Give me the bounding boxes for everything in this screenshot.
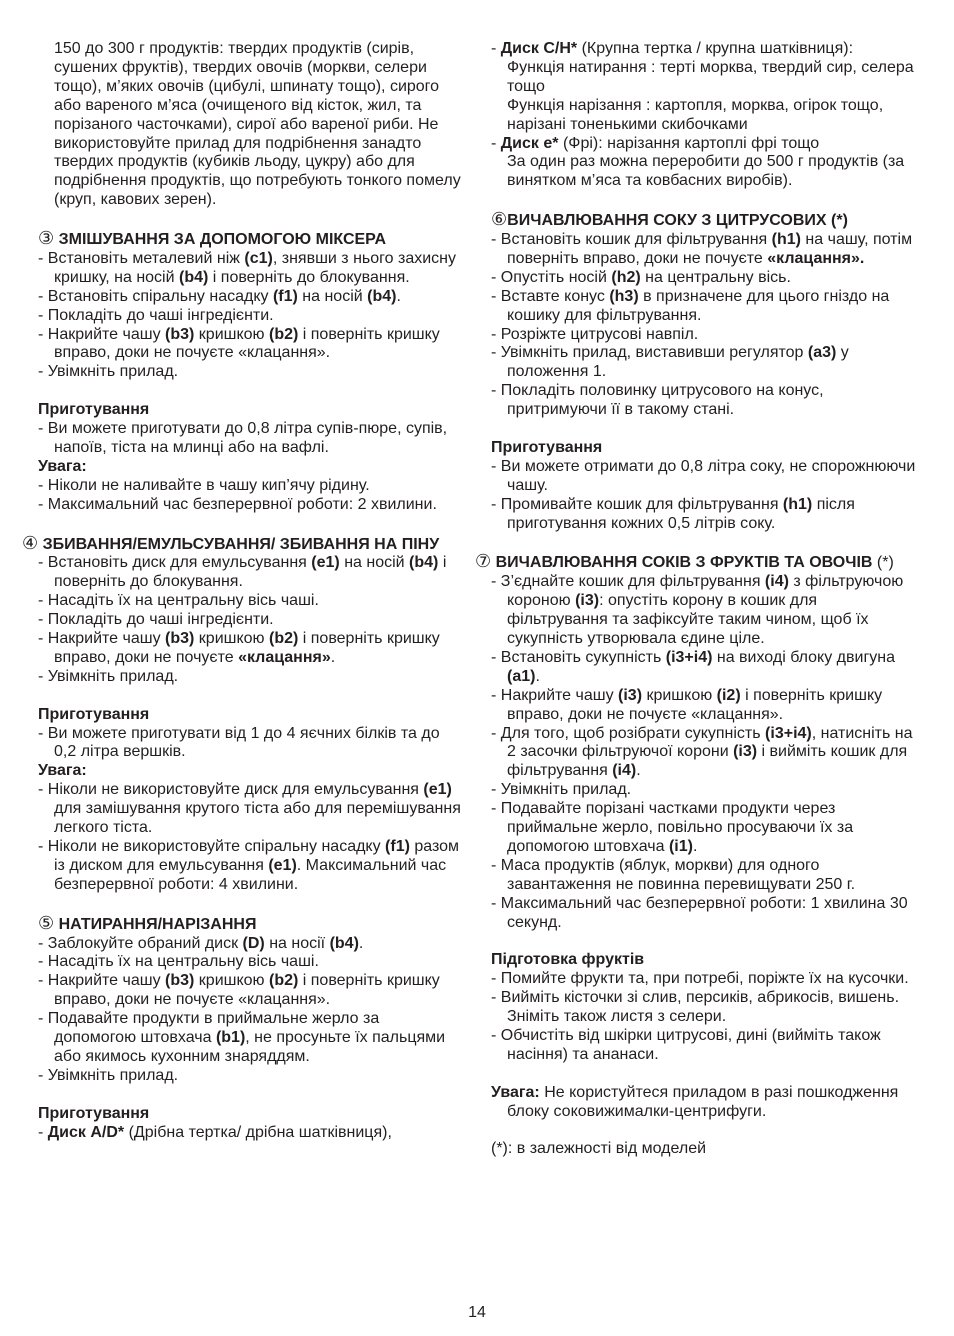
- text-segment: - Увімкніть прилад.: [491, 781, 632, 799]
- text-segment: разом із диском для емульсування: [54, 838, 460, 874]
- text-segment: -: [38, 1123, 48, 1141]
- list-item: [491, 231, 919, 269]
- part-reference: (b2): [268, 325, 299, 343]
- part-reference: Диск e*: [500, 134, 559, 152]
- section-6-items: [491, 231, 919, 420]
- part-reference: (b2): [268, 630, 299, 648]
- part-reference: (i3+i4): [765, 724, 812, 742]
- part-reference: (i4): [612, 762, 637, 780]
- text-segment: - Встановіть диск для емульсування: [38, 554, 312, 572]
- text-segment: (Фрі): нарізання картоплі фрі тощо: [558, 134, 820, 152]
- part-reference: (h1): [771, 231, 801, 249]
- section-4-note-title: Увага:: [38, 762, 87, 780]
- section-5-prep-first: [38, 1124, 463, 1143]
- list-item: [491, 781, 919, 800]
- text-segment: на центральну вісь.: [640, 268, 791, 286]
- text-segment: і поверніть до блокування.: [208, 268, 410, 286]
- section-4-items: [38, 554, 463, 686]
- warning-text: Не користуйтеся приладом в разі пошкодження блоку соковижималки-центрифуги.: [507, 1083, 899, 1120]
- part-reference: «клацання».: [767, 249, 865, 267]
- list-item: [38, 1067, 463, 1086]
- part-reference: (i3): [575, 592, 600, 610]
- text-segment: - Покладіть до чаші інгредієнти.: [38, 611, 274, 629]
- text-segment: : опустіть корону в кошик для фільтрування та зафіксуйте таким чином, щоб їх сукупність утворювала єдине ціле.: [507, 592, 869, 648]
- section-6-prep: [491, 458, 919, 534]
- list-item: [38, 1124, 463, 1143]
- part-reference: (e1): [311, 554, 340, 572]
- section-3-note-title: Увага:: [38, 457, 87, 475]
- disc-ch-line: [491, 40, 919, 59]
- list-item: [38, 935, 463, 954]
- part-reference: (b4): [409, 554, 439, 572]
- section-3-items: [38, 250, 463, 382]
- list-item: [491, 288, 919, 326]
- text-segment: кришкою: [194, 972, 269, 990]
- section-3-prep-text: - Ви можете приготувати до 0,8 літра супів-пюре, супів, напоїв, тіста на млинці або на вафлі.: [38, 420, 448, 456]
- part-reference: (f1): [385, 838, 410, 855]
- text-segment: . Максимальний час безперервної роботи: 4 хвилини.: [54, 856, 447, 893]
- text-segment: - Покладіть половинку цитрусового на конус, притримуючи її в такому стані.: [491, 382, 824, 419]
- section-3-title: ЗМІШУВАННЯ ЗА ДОПОМОГОЮ МІКСЕРА: [58, 231, 386, 249]
- text-segment: , не просуньте їх пальцями або якимось кухонним знаряддям.: [54, 1029, 446, 1065]
- list-item: [38, 554, 463, 592]
- part-reference: Диск A/D*: [47, 1123, 125, 1141]
- section-4-heading: [22, 532, 463, 555]
- text-segment: для замішування крутого тіста або для перемішування легкого тіста.: [54, 800, 461, 837]
- section-4-title: ЗБИВАННЯ/ЕМУЛЬСУВАННЯ/ ЗБИВАННЯ НА ПІНУ: [42, 535, 440, 553]
- text-segment: - Опустіть носій: [491, 268, 612, 286]
- text-segment: з фільтруючою короною: [507, 573, 904, 610]
- list-item: [491, 382, 919, 420]
- section-5-heading: [38, 914, 463, 935]
- part-reference: (i4): [764, 573, 789, 591]
- intro-paragraph: 150 до 300 г продуктів: твердих продуктів (сирів, сушених фруктів), твердих овочів (моркви, селери тощо), м’яких овочів (цибулі, шпинату тощо), сирого або вареного м’яса (очищеного від кісток, жил, та порізаного часточками), сирої або вареної риби. Не використовуйте прилад для подрібнення занадто твердих продуктів (кубиків льоду, цукру) або для подрібнення продуктів, що потребують тонкого помелу (круп, кавових зерен).: [54, 40, 461, 209]
- section-5-prep-title: Приготування: [38, 1104, 150, 1122]
- section-6-title: ВИЧАВЛЮВАННЯ СОКУ З ЦИТРУСОВИХ (*): [507, 212, 848, 230]
- fruit-prep-title: Підготовка фруктів: [491, 951, 645, 969]
- list-item: [38, 630, 463, 668]
- text-segment: - Ви можете отримати до 0,8 літра соку, не спорожнюючи чашу.: [491, 457, 916, 494]
- list-item: [491, 40, 919, 59]
- part-reference: (D): [242, 934, 265, 952]
- part-reference: (a3): [807, 344, 837, 362]
- text-segment: - Подавайте порізані частками продукти через приймальне жерло, повільно просуваючи їх за допомогою штовхача: [491, 800, 854, 856]
- part-reference: (b3): [165, 325, 195, 343]
- list-item: [38, 363, 463, 382]
- section-3-heading: [38, 229, 463, 250]
- section-4-prep-text: - Ви можете приготувати від 1 до 4 яєчних білків та до 0,2 літра вершків.: [38, 724, 440, 761]
- text-segment: - Заблокуйте обраний диск: [38, 934, 243, 952]
- text-segment: у положення 1.: [507, 344, 849, 381]
- text-segment: - Ніколи не використовуйте спіральну насадку: [38, 838, 386, 855]
- part-reference: (h3): [609, 287, 639, 305]
- page-number: 14: [468, 1304, 486, 1321]
- disc-e-note: За один раз можна переробити до 500 г продуктів (за винятком м’яса та ковбасних виробів).: [507, 153, 905, 190]
- left-column: [22, 40, 463, 1142]
- list-item: [38, 250, 463, 288]
- text-segment: - Увімкніть прилад, виставивши регулятор: [491, 344, 808, 362]
- text-segment: .: [358, 934, 364, 952]
- part-reference: (f1): [272, 287, 298, 305]
- part-reference: (i2): [716, 686, 741, 704]
- list-item: [491, 269, 919, 288]
- list-item: [491, 725, 919, 782]
- text-segment: і поверніть кришку вправо, доки не почуєте «клацання».: [54, 972, 440, 1009]
- part-reference: (a1): [507, 667, 536, 685]
- part-reference: (b1): [215, 1029, 246, 1047]
- text-segment: на чашу, потім поверніть вправо, доки не почуєте: [507, 231, 913, 267]
- list-item: [38, 592, 463, 611]
- warning-label: Увага:: [491, 1083, 540, 1101]
- text-segment: - Увімкніть прилад.: [38, 363, 179, 381]
- text-segment: - Подавайте продукти в приймальне жерло за допомогою штовхача: [38, 1010, 380, 1047]
- text-segment: на носій: [339, 554, 410, 572]
- text-segment: і вийміть кошик для фільтрування: [507, 743, 908, 780]
- text-segment: - Встановіть металевий ніж: [38, 249, 245, 267]
- text-segment: кришкою: [194, 325, 269, 343]
- text-segment: і поверніть кришку вправо, доки не почуєте «клацання».: [507, 686, 883, 723]
- list-item: [38, 838, 463, 895]
- text-segment: - Маса продуктів (яблук, моркви) для одного завантаження не повинна перевищувати 250 г.: [491, 856, 856, 893]
- part-reference: (i3+i4): [665, 648, 713, 666]
- list-item: [491, 458, 919, 496]
- part-reference: (e1): [423, 781, 452, 799]
- section-4-prep-title: Приготування: [38, 705, 150, 723]
- list-item: [491, 857, 919, 895]
- list-item: [38, 326, 463, 364]
- section-7-items: [491, 573, 919, 932]
- text-segment: - Накрийте чашу: [38, 325, 166, 343]
- disc-ch-func-2: Функція нарізання : картопля, морква, огірок тощо, нарізані тоненькими скибочками: [507, 96, 884, 133]
- text-segment: - Встановіть сукупність: [491, 648, 666, 666]
- list-item: [38, 611, 463, 630]
- fruit-prep-1: - Помийте фрукти та, при потребі, поріжте їх на кусочки.: [491, 970, 909, 988]
- text-segment: - Ніколи не використовуйте диск для емульсування: [38, 781, 424, 799]
- list-item: [491, 135, 919, 154]
- text-segment: .: [330, 648, 336, 666]
- list-item: [491, 687, 919, 725]
- fruit-prep-3: - Обчистіть від шкірки цитрусові, дині (вийміть також насіння) та ананаси.: [491, 1027, 881, 1063]
- text-segment: - Максимальний час безперервної роботи: 1 хвилина 30 секунд.: [491, 894, 908, 931]
- part-reference: (b4): [367, 287, 397, 305]
- list-item: [38, 288, 463, 307]
- list-item: [38, 953, 463, 972]
- part-reference: Диск C/H*: [500, 40, 578, 57]
- section-7-heading: [475, 551, 919, 573]
- text-segment: - Встановіть кошик для фільтрування: [491, 231, 772, 249]
- footnote: (*): в залежності від моделей: [491, 1140, 707, 1158]
- text-segment: - З’єднайте кошик для фільтрування: [491, 573, 765, 591]
- section-7-title: ВИЧАВЛЮВАННЯ СОКІВ З ФРУКТІВ ТА ОВОЧІВ: [495, 554, 873, 572]
- list-item: [38, 307, 463, 326]
- list-item: [491, 800, 919, 857]
- text-segment: кришкою: [642, 686, 717, 704]
- text-segment: .: [692, 838, 698, 856]
- text-segment: - Встановіть спіральну насадку: [38, 287, 273, 305]
- section-4-notes: [38, 781, 463, 894]
- part-reference: (b2): [268, 972, 299, 990]
- text-segment: в призначене для цього гніздо на кошику для фільтрування.: [507, 287, 890, 324]
- section-6-prep-title: Приготування: [491, 439, 603, 456]
- text-segment: .: [535, 667, 540, 685]
- text-segment: -: [491, 134, 501, 152]
- text-segment: (Крупна тертка / крупна шатківниця):: [577, 40, 854, 57]
- list-item: [491, 344, 919, 382]
- part-reference: (b4): [329, 934, 359, 952]
- part-reference: (h1): [782, 495, 813, 513]
- text-segment: і поверніть до блокування.: [54, 554, 447, 591]
- list-item: [491, 573, 919, 649]
- list-item: [38, 781, 463, 838]
- text-segment: - Вставте конус: [491, 287, 610, 305]
- section-7-title-suffix: (*): [872, 554, 894, 572]
- text-segment: - Промивайте кошик для фільтрування: [491, 495, 783, 513]
- text-segment: , натисніть на 2 засочки фільтруючої корони: [507, 724, 913, 761]
- part-reference: (i3): [618, 686, 643, 704]
- text-segment: - Насадіть їх на центральну вісь чаші.: [38, 953, 319, 971]
- text-segment: на носій: [297, 287, 368, 305]
- part-reference: (e1): [268, 856, 297, 874]
- text-segment: - Накрийте чашу: [38, 972, 166, 990]
- right-column: [475, 40, 919, 1159]
- text-segment: - Покладіть до чаші інгредієнти.: [38, 306, 274, 324]
- text-segment: на носії: [264, 934, 330, 952]
- section-6-heading: [491, 210, 919, 231]
- text-segment: і поверніть кришку вправо, доки не почуєте «клацання».: [54, 325, 440, 362]
- circled-number-3: ③: [38, 228, 55, 249]
- list-item: [491, 326, 919, 345]
- text-segment: -: [491, 40, 501, 57]
- part-reference: (b3): [165, 972, 195, 990]
- text-segment: .: [396, 287, 401, 305]
- text-segment: - Увімкніть прилад.: [38, 667, 179, 685]
- part-reference: (i3): [733, 743, 758, 761]
- text-segment: на виході блоку двигуна: [712, 648, 896, 666]
- part-reference: (i1): [668, 838, 693, 856]
- text-segment: , знявши з нього захисну кришку, на носій: [54, 249, 456, 286]
- circled-number-5: ⑤: [38, 912, 55, 933]
- part-reference: (h2): [611, 268, 641, 286]
- text-segment: і поверніть кришку вправо, доки не почуєте: [54, 630, 440, 666]
- part-reference: (b4): [179, 268, 209, 286]
- fruit-prep-2: - Вийміть кісточки зі слив, персиків, абрикосів, вишень. Зніміть також листя з селери.: [491, 989, 900, 1026]
- disc-e-line: [491, 135, 919, 154]
- text-segment: - Накрийте чашу: [38, 630, 166, 648]
- text-segment: - Накрийте чашу: [491, 686, 619, 704]
- part-reference: (b3): [165, 630, 195, 648]
- section-5-title: НАТИРАННЯ/НАРІЗАННЯ: [58, 915, 257, 933]
- section-3-note-1: - Ніколи не наливайте в чашу кип’ячу рідину.: [38, 476, 370, 494]
- text-segment: (Дрібна тертка/ дрібна шатківниця),: [124, 1123, 392, 1141]
- text-segment: після приготування кожних 0,5 літрів соку.: [507, 495, 855, 532]
- section-3-prep-title: Приготування: [38, 401, 150, 419]
- text-segment: .: [636, 762, 641, 780]
- list-item: [491, 895, 919, 933]
- circled-number-6: ⑥: [491, 209, 508, 230]
- disc-ch-func-1: Функція натирання : терті морква, твердий сир, селера тощо: [507, 58, 914, 95]
- list-item: [38, 972, 463, 1010]
- part-reference: (c1): [244, 249, 273, 267]
- text-segment: - Увімкніть прилад.: [38, 1066, 179, 1084]
- text-segment: кришкою: [194, 630, 269, 648]
- text-segment: - Розріжте цитрусові навпіл.: [491, 325, 699, 343]
- part-reference: «клацання»: [238, 648, 331, 666]
- text-segment: - Для того, щоб розібрати сукупність: [491, 724, 766, 742]
- list-item: [491, 649, 919, 687]
- section-3-note-2: - Максимальний час безперервної роботи: 2 хвилини.: [38, 495, 437, 513]
- warning-paragraph: [491, 1084, 919, 1122]
- text-segment: - Насадіть їх на центральну вісь чаші.: [38, 592, 319, 610]
- list-item: [491, 496, 919, 534]
- list-item: [38, 668, 463, 687]
- section-5-items: [38, 935, 463, 1086]
- list-item: [38, 1010, 463, 1067]
